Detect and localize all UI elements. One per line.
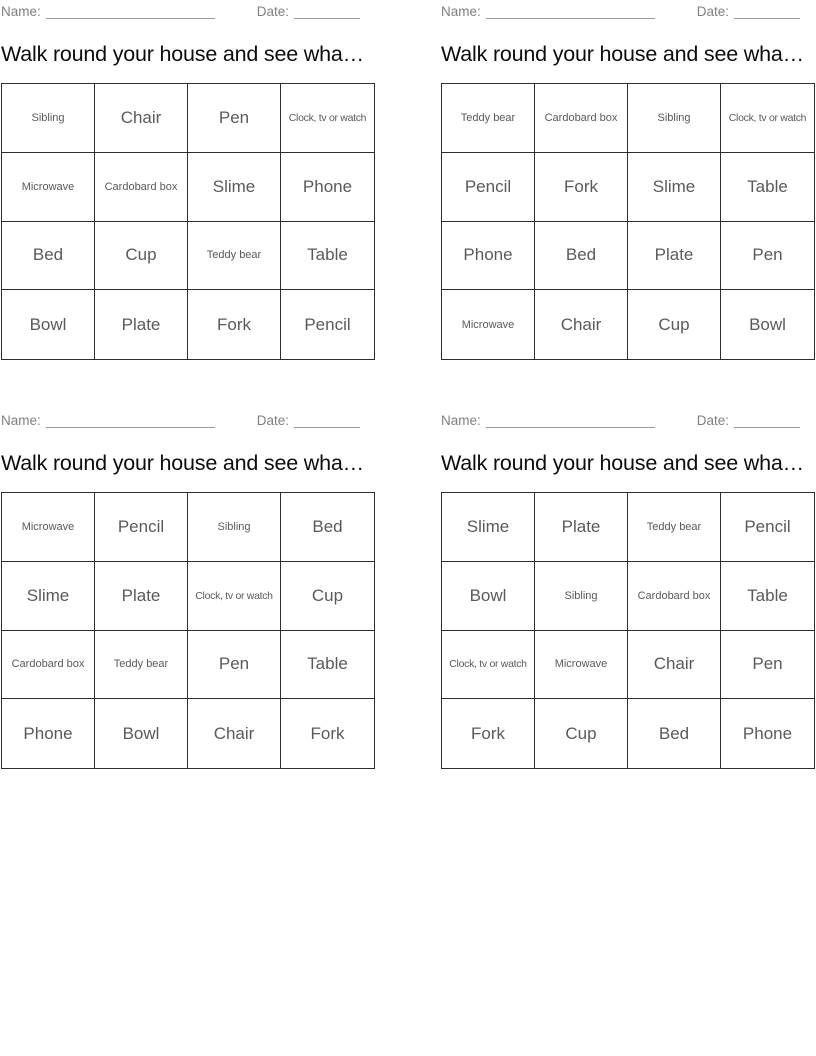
bingo-cell: Bowl — [749, 314, 786, 334]
bingo-cell: Clock, tv or watch — [442, 631, 535, 700]
date-blank-line — [734, 4, 800, 19]
date-label: Date: — [256, 4, 290, 19]
name-date-row — [1, 3, 375, 19]
bingo-cell: Plate — [628, 222, 721, 291]
bingo-cell: Phone — [2, 699, 95, 768]
bingo-cell: Phone — [442, 222, 535, 291]
bingo-grid — [1, 492, 375, 769]
bingo-cell: Pen — [721, 631, 814, 700]
bingo-card-3 — [1, 409, 375, 771]
bingo-cell: Fork — [535, 153, 628, 222]
bingo-cell: Bowl — [442, 562, 535, 631]
bingo-cell: Table — [281, 222, 374, 291]
bingo-cell: Cardobard box — [535, 84, 628, 153]
bingo-cell: Bowl — [2, 290, 95, 359]
date-blank-line — [734, 413, 800, 428]
bingo-cell: Slime — [2, 562, 95, 631]
bingo-cell: Chair — [95, 84, 188, 153]
bingo-cell: Sibling — [188, 493, 281, 562]
card-title: Walk round your house and see wha… — [441, 42, 804, 66]
bingo-cell: Pencil — [304, 314, 351, 334]
name-blank-line — [486, 413, 655, 428]
bingo-cell: Plate — [535, 493, 628, 562]
bingo-cell: Pencil — [95, 493, 188, 562]
bingo-cell: Chair — [535, 290, 628, 359]
date-blank-line — [294, 413, 360, 428]
date-blank-line — [294, 4, 360, 19]
bingo-cell: Cup — [628, 290, 721, 359]
bingo-cell: Fork — [442, 699, 535, 768]
name-date-row — [441, 3, 815, 19]
bingo-cell: Teddy bear — [442, 84, 535, 153]
bingo-cell: Sibling — [535, 562, 628, 631]
date-label: Date: — [256, 413, 290, 428]
bingo-cell: Sibling — [628, 84, 721, 153]
card-title: Walk round your house and see wha… — [441, 451, 804, 475]
bingo-cell: Cardobard box — [95, 153, 188, 222]
bingo-cell: Cardobard box — [628, 562, 721, 631]
bingo-cell: Cup — [535, 699, 628, 768]
bingo-cell: Table — [721, 153, 814, 222]
card-title: Walk round your house and see wha… — [1, 451, 364, 475]
bingo-cell: Cup — [281, 562, 374, 631]
bingo-cell: Pencil — [721, 493, 814, 562]
bingo-cell: Pen — [721, 222, 814, 291]
bingo-cell: Pencil — [442, 153, 535, 222]
bingo-cell: Clock, tv or watch — [281, 84, 374, 153]
bingo-cell: Phone — [742, 723, 793, 743]
date-label: Date: — [696, 4, 730, 19]
bingo-cell: Teddy bear — [95, 631, 188, 700]
bingo-cell: Sibling — [2, 84, 95, 153]
bingo-cell: Bed — [628, 699, 721, 768]
bingo-cell: Teddy bear — [188, 222, 281, 291]
name-label: Name: — [1, 413, 41, 428]
card-title: Walk round your house and see wha… — [1, 42, 364, 66]
bingo-cell: Teddy bear — [628, 493, 721, 562]
name-date-row — [441, 412, 815, 428]
bingo-cell: Clock, tv or watch — [721, 84, 814, 153]
date-label: Date: — [696, 413, 730, 428]
bingo-cell: Table — [721, 562, 814, 631]
bingo-cell: Slime — [628, 153, 721, 222]
bingo-cell: Slime — [188, 153, 281, 222]
bingo-cell: Microwave — [535, 631, 628, 700]
name-label: Name: — [1, 4, 41, 19]
bingo-cell: Phone — [281, 153, 374, 222]
name-label: Name: — [441, 4, 481, 19]
bingo-cell: Slime — [442, 493, 535, 562]
bingo-cell: Microwave — [442, 290, 535, 359]
bingo-grid — [441, 492, 815, 769]
bingo-cell: Microwave — [2, 493, 95, 562]
bingo-card-2 — [441, 0, 815, 362]
name-blank-line — [46, 4, 215, 19]
bingo-grid — [441, 83, 815, 360]
bingo-cell: Cup — [95, 222, 188, 291]
bingo-cell: Plate — [95, 562, 188, 631]
name-blank-line — [46, 413, 215, 428]
name-date-row — [1, 412, 375, 428]
bingo-cell: Cardobard box — [2, 631, 95, 700]
bingo-cell: Pen — [188, 84, 281, 153]
bingo-cell: Chair — [188, 699, 281, 768]
bingo-card-4 — [441, 409, 815, 771]
bingo-cell: Microwave — [2, 153, 95, 222]
bingo-cell: Fork — [188, 290, 281, 359]
bingo-cell: Bowl — [95, 699, 188, 768]
bingo-cell: Fork — [310, 723, 345, 743]
bingo-card-1 — [1, 0, 375, 362]
bingo-cell: Pen — [188, 631, 281, 700]
bingo-cell: Bed — [281, 493, 374, 562]
name-blank-line — [486, 4, 655, 19]
bingo-cell: Chair — [628, 631, 721, 700]
bingo-grid — [1, 83, 375, 360]
bingo-cell: Plate — [95, 290, 188, 359]
bingo-cell: Table — [281, 631, 374, 700]
name-label: Name: — [441, 413, 481, 428]
bingo-cell: Bed — [2, 222, 95, 291]
bingo-cell: Bed — [535, 222, 628, 291]
bingo-cell: Clock, tv or watch — [188, 562, 281, 631]
